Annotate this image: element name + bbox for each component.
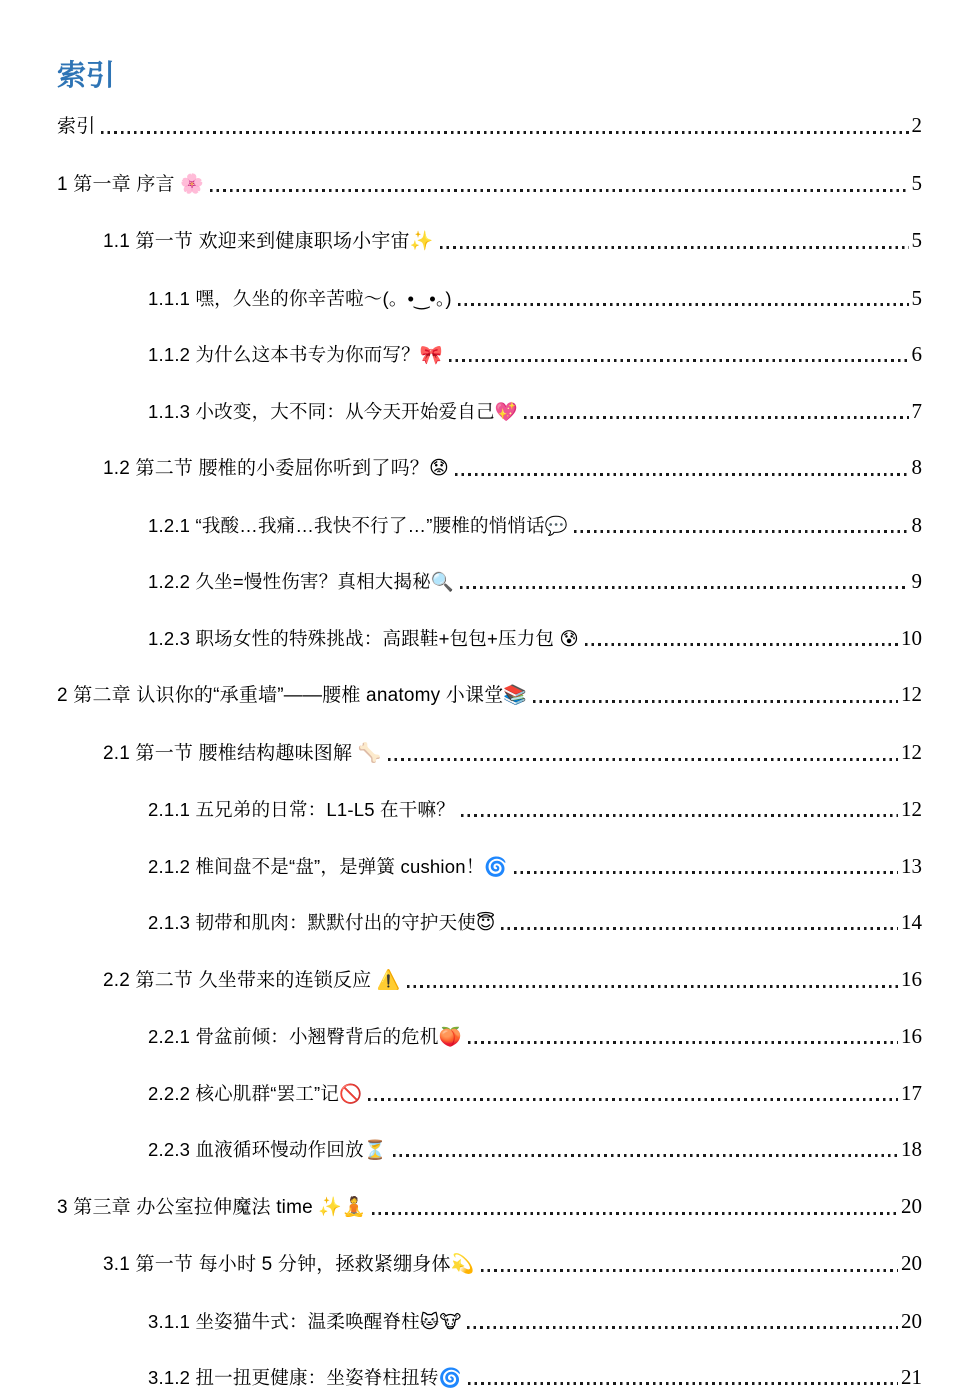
toc-entry[interactable] xyxy=(57,1081,922,1106)
toc-entry-page: 20 xyxy=(901,1251,922,1276)
toc-entry-label: 2.2 第二节 久坐带来的连锁反应 ⚠️ xyxy=(103,969,401,991)
toc-entry[interactable] xyxy=(57,1024,922,1049)
toc-entry-label: 3.1.1 坐姿猫牛式：温柔唤醒脊柱🐱🐮 xyxy=(148,1310,462,1332)
toc-leader-dots xyxy=(458,303,909,306)
toc-entry[interactable] xyxy=(57,399,922,424)
toc-leader-dots xyxy=(514,871,898,874)
toc-entry[interactable] xyxy=(57,740,922,766)
toc-entry-page: 10 xyxy=(901,625,922,650)
toc-leader-dots xyxy=(481,1269,898,1272)
toc-entry-label: 3.1 第一节 每小时 5 分钟，拯救紧绷身体💫 xyxy=(103,1254,475,1276)
toc-leader-dots xyxy=(533,700,898,703)
toc-entry-page: 16 xyxy=(901,1024,922,1049)
toc-entry-page: 12 xyxy=(901,682,922,707)
toc-entry-label: 3 第三章 办公室拉伸魔法 time ✨🧘 xyxy=(57,1196,367,1218)
table-of-contents xyxy=(57,113,922,1390)
toc-entry-label: 3.1.2 扭一扭更健康：坐姿脊柱扭转🌀 xyxy=(148,1367,462,1389)
toc-leader-dots xyxy=(388,758,898,761)
toc-entry-label: 2.2.2 核心肌群“罢工”记🚫 xyxy=(148,1082,363,1104)
toc-entry[interactable] xyxy=(57,854,922,879)
toc-entry-label: 1.1.1 嘿，久坐的你辛苦啦～(。•‿•。) xyxy=(148,287,452,309)
toc-leader-dots xyxy=(460,586,908,589)
toc-entry-page: 5 xyxy=(911,170,922,195)
toc-entry-page: 8 xyxy=(911,455,922,480)
toc-entry-page: 5 xyxy=(911,228,922,253)
toc-entry-page: 2 xyxy=(911,113,922,138)
toc-entry[interactable] xyxy=(57,569,922,594)
toc-entry[interactable] xyxy=(57,171,922,197)
toc-entry-label: 1.1.2 为什么这本书专为你而写？🎀 xyxy=(148,344,444,366)
toc-entry[interactable] xyxy=(57,1365,922,1390)
toc-entry[interactable] xyxy=(57,1309,922,1334)
toc-entry-label: 1.1 第一节 欢迎来到健康职场小宇宙✨ xyxy=(103,231,434,253)
toc-entry-label: 索引 xyxy=(57,116,96,138)
toc-leader-dots xyxy=(585,643,898,646)
toc-entry[interactable] xyxy=(57,1137,922,1162)
toc-entry-label: 1.2 第二节 腰椎的小委屈你听到了吗？😟 xyxy=(103,458,449,480)
toc-entry-label: 1.2.1 “我酸…我痛…我快不行了…”腰椎的悄悄话💬 xyxy=(148,514,569,536)
toc-entry-label: 1 第一章 序言 🌸 xyxy=(57,173,205,195)
toc-leader-dots xyxy=(210,189,908,192)
toc-entry-label: 1.2.3 职场女性的特殊挑战：高跟鞋+包包+压力包 😰 xyxy=(148,627,579,649)
toc-leader-dots xyxy=(524,416,909,419)
toc-entry-page: 20 xyxy=(901,1193,922,1218)
toc-entry-label: 1.1.3 小改变，大不同：从今天开始爱自己💖 xyxy=(148,400,518,422)
toc-entry[interactable] xyxy=(57,626,922,651)
toc-entry-page: 8 xyxy=(911,512,922,537)
toc-entry-page: 20 xyxy=(901,1308,922,1333)
toc-entry-label: 2.1.1 五兄弟的日常：L1-L5 在干嘛？ xyxy=(148,799,455,821)
toc-leader-dots xyxy=(449,359,908,362)
toc-entry[interactable] xyxy=(57,513,922,538)
toc-entry-page: 16 xyxy=(901,966,922,991)
toc-entry[interactable] xyxy=(57,967,922,993)
toc-leader-dots xyxy=(574,530,908,533)
toc-entry-label: 2.1.3 韧带和肌肉：默默付出的守护天使😇 xyxy=(148,912,496,934)
toc-entry-page: 9 xyxy=(911,569,922,594)
toc-entry[interactable] xyxy=(57,228,922,254)
toc-entry-page: 17 xyxy=(901,1080,922,1105)
toc-entry[interactable] xyxy=(57,342,922,367)
toc-entry[interactable] xyxy=(57,1251,922,1277)
toc-entry-label: 2 第二章 认识你的“承重墙”——腰椎 anatomy 小课堂📚 xyxy=(57,685,528,707)
toc-leader-dots xyxy=(372,1212,898,1215)
toc-entry-page: 21 xyxy=(901,1365,922,1390)
toc-leader-dots xyxy=(101,131,908,134)
toc-entry-page: 6 xyxy=(911,342,922,367)
toc-leader-dots xyxy=(461,814,898,817)
toc-entry-page: 7 xyxy=(911,398,922,423)
toc-leader-dots xyxy=(393,1154,898,1157)
toc-entry-page: 13 xyxy=(901,853,922,878)
toc-entry-label: 1.2.2 久坐=慢性伤害？真相大揭秘🔍 xyxy=(148,571,455,593)
toc-entry-label: 2.2.3 血液循环慢动作回放⏳ xyxy=(148,1139,388,1161)
toc-leader-dots xyxy=(501,927,898,930)
toc-entry[interactable] xyxy=(57,797,922,822)
toc-entry-label: 2.1.2 椎间盘不是“盘”，是弹簧 cushion！🌀 xyxy=(148,855,508,877)
toc-entry-page: 18 xyxy=(901,1137,922,1162)
toc-leader-dots xyxy=(455,473,909,476)
toc-entry-page: 12 xyxy=(901,797,922,822)
toc-entry-label: 2.1 第一节 腰椎结构趣味图解 🦴 xyxy=(103,742,382,764)
toc-leader-dots xyxy=(468,1382,898,1385)
toc-entry[interactable] xyxy=(57,113,922,139)
toc-leader-dots xyxy=(368,1098,898,1101)
toc-entry[interactable] xyxy=(57,910,922,935)
page-title: 索引 xyxy=(57,60,116,92)
toc-entry[interactable] xyxy=(57,1194,922,1220)
toc-entry[interactable] xyxy=(57,682,922,708)
toc-leader-dots xyxy=(440,246,909,249)
toc-entry-page: 5 xyxy=(911,285,922,310)
toc-entry-page: 14 xyxy=(901,910,922,935)
toc-entry[interactable] xyxy=(57,455,922,481)
toc-entry[interactable] xyxy=(57,286,922,311)
toc-leader-dots xyxy=(468,1041,898,1044)
toc-leader-dots xyxy=(407,985,898,988)
toc-entry-page: 12 xyxy=(901,739,922,764)
toc-leader-dots xyxy=(467,1326,898,1329)
toc-entry-label: 2.2.1 骨盆前倾：小翘臀背后的危机🍑 xyxy=(148,1026,462,1048)
